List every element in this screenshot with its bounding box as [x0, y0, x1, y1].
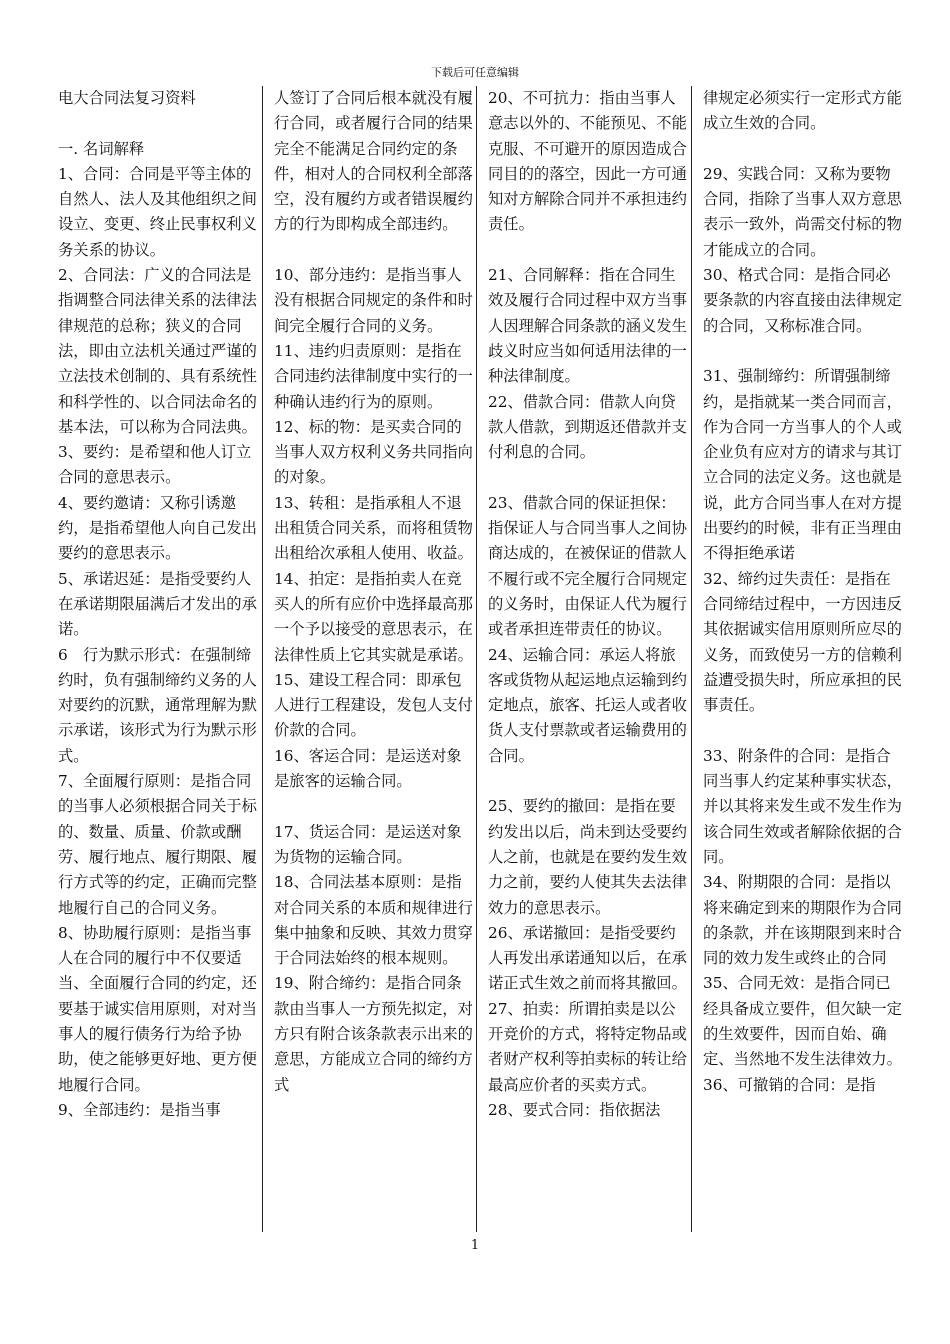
term-entry: 35、合同无效：是指合同已经具备成立要件，但欠缺一定的生效要件，因而自始、确定、当然地不发生法律效力。: [703, 974, 902, 1069]
term-entry: 15、建设工程合同：即承包人进行工程建设，发包人支付价款的合同。: [274, 670, 473, 740]
term-entry: 20、不可抗力：指由当事人意志以外的、不能预见、不能克服、不可避开的原因造成合同目的的落空，因此一方可通知对方解除合同并不承担违约责任。: [488, 89, 687, 234]
term-entry: 23、借款合同的保证担保：指保证人与合同当事人之间协商达成的，在被保证的借款人不履行或不完全履行合同规定的义务时，由保证人代为履行或者承担连带责任的协议。: [488, 493, 687, 639]
term-entry: 6 行为默示形式：在强制缔约时，负有强制缔约义务的人对要约的沉默，通常理解为默示承诺，该形式为行为默示形式。: [58, 645, 257, 765]
term-entry: 27、拍卖：所谓拍卖是以公开竞价的方式，将特定物品或者财产权利等拍卖标的转让给最高应价者的买卖方式。: [488, 999, 687, 1094]
term-entry: 30、格式合同：是指合同必要条款的内容直接由法律规定的合同，又称标准合同。: [703, 266, 902, 335]
term-entry: 2、合同法：广义的合同法是指调整合同法律关系的法律法律规范的总称；狭义的合同法，即由立法机关通过严谨的立法技术创制的、具有系统性和科学性的、以合同法命名的基本法，可以称为合同法典。: [58, 266, 257, 436]
column-divider: [691, 86, 692, 1232]
term-entry: 16、客运合同：是运送对象是旅客的运输合同。: [274, 746, 462, 791]
term-entry: 19、附合缔约：是指合同条款由当事人一方预先拟定，对方只有附合该条款表示出来的意思，方能成立合同的缔约方式: [274, 974, 473, 1094]
term-entry: 32、缔约过失责任：是指在合同缔结过程中，一方因违反其依据诚实信用原则所应尽的义务，而致使另一方的信赖利益遭受损失时，所应承担的民事责任。: [703, 569, 902, 715]
term-entry: 3、要约：是希望和他人订立合同的意思表示。: [58, 443, 252, 487]
term-entry: 31、强制缔约：所谓强制缔约，是指就某一类合同而言，作为合同一方当事人的个人或企业负有应对方的请求与其订立合同的法定义务。这也就是说，此方合同当事人在对方提出要约的时候，非有正当理由不得拒绝承诺: [703, 367, 902, 563]
column-divider: [476, 86, 477, 1232]
term-entry: 33、附条件的合同：是指合同当事人约定某种事实状态，并以其将来发生或不发生作为该合同生效或者解除依据的合同。: [703, 746, 902, 866]
term-entry: 29、实践合同：又称为要物合同，指除了当事人双方意思表示一致外，尚需交付标的物才能成立的合同。: [703, 164, 902, 259]
column-3: [488, 86, 688, 1232]
term-entry: 21、合同解释：指在合同生效及履行合同过程中双方当事人因理解合同条款的涵义发生歧义时应当如何适用法律的一种法律制度。: [488, 266, 687, 386]
term-entry: 26、承诺撤回：是指受要约人再发出承诺通知以后，在承诺正式生效之前而将其撤回。: [488, 923, 687, 993]
column-1: [58, 86, 258, 1232]
term-entry: 22、借款合同：借款人向贷款人借款，到期返还借款并支付利息的合同。: [488, 392, 687, 462]
term-entry: 36、可撤销的合同：是指: [703, 1075, 876, 1094]
term-entry: 8、协助履行原则：是指当事人在合同的履行中不仅要适当、全面履行合同的约定，还要基于诚实信用原则，对对当事人的履行债务行为给予协助，使之能够更好地、更方便地履行合同。: [58, 923, 257, 1094]
term-entry: 4、要约邀请：又称引诱邀约，是指希望他人向自己发出要约的意思表示。: [58, 493, 257, 563]
term-entry: 12、标的物：是买卖合同的当事人双方权利义务共同指向的对象。: [274, 417, 473, 487]
term-entry: 25、要约的撤回：是指在要约发出以后，尚未到达受要约人之前，也就是在要约发生效力之前，要约人使其失去法律效力的意思表示。: [488, 797, 687, 917]
column-4: [703, 86, 903, 1232]
term-continuation: 律规定必须实行一定形式方能成立生效的合同。: [703, 89, 902, 133]
term-entry: 34、附期限的合同：是指以将来确定到来的期限作为合同的条款，并在该期限到来时合同的效力发生或终止的合同: [703, 873, 902, 968]
column-divider: [262, 86, 263, 1232]
page-header: 下载后可任意编辑: [431, 66, 519, 79]
term-entry: 24、运输合同：承运人将旅客或货物从起运地点运输到约定地点，旅客、托运人或者收货人支付票款或者运输费用的合同。: [488, 645, 687, 765]
page-number: 1: [470, 1238, 480, 1253]
term-entry: 7、全面履行原则：是指合同的当事人必须根据合同关于标的、数量、质量、价款或酬劳、履行地点、履行期限、履行方式等的约定，正确而完整地履行自己的合同义务。: [58, 772, 257, 917]
term-entry: 17、货运合同：是运送对象为货物的运输合同。: [274, 822, 462, 866]
term-entry: 14、拍定：是指拍卖人在竞买人的所有应价中选择最高那一个予以接受的意思表示，在法律性质上它其实就是承诺。: [274, 569, 473, 664]
term-entry: 13、转租：是指承租人不退出租赁合同关系，而将租赁物出租给次承租人使用、收益。: [274, 493, 473, 563]
term-entry: 28、要式合同：指依据法: [488, 1100, 661, 1119]
section-heading: 一. 名词解释: [58, 139, 145, 158]
term-entry: 9、全部违约：是指当事: [58, 1100, 221, 1119]
term-entry: 10、部分违约：是指当事人没有根据合同规定的条件和时间完全履行合同的义务。: [274, 266, 473, 335]
term-entry: 5、承诺迟延：是指受要约人在承诺期限届满后才发出的承诺。: [58, 569, 257, 639]
term-entry: 11、违约归责原则：是指在合同违约法律制度中实行的一种确认违约行为的原则。: [274, 341, 473, 411]
document-title: 电大合同法复习资料: [58, 89, 196, 107]
term-entry: 1、合同：合同是平等主体的自然人、法人及其他组织之间设立、变更、终止民事权利义务关系的协议。: [58, 164, 257, 259]
column-2: [274, 86, 474, 1232]
term-entry: 18、合同法基本原则：是指对合同关系的本质和规律进行集中抽象和反映、其效力贯穿于合同法始终的根本规则。: [274, 873, 473, 968]
term-continuation: 人签订了合同后根本就没有履行合同，或者履行合同的结果完全不能满足合同约定的条件，相对人的合同权利全部落空，没有履约方或者错误履约方的行为即构成全部违约。: [274, 89, 473, 234]
